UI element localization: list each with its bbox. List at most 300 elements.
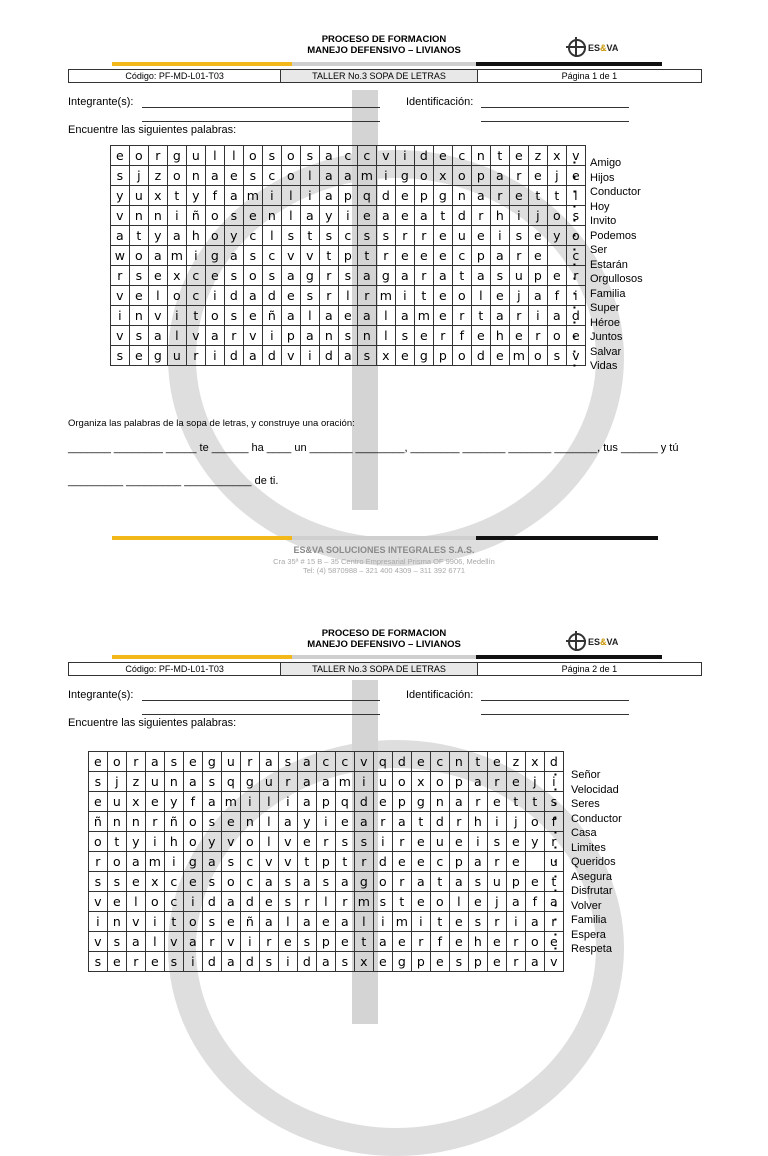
grid-row [89, 952, 564, 972]
grid-cell: r [488, 912, 507, 932]
word-list-item: ▪ Hijos [590, 171, 643, 186]
integrantes-line-1[interactable] [142, 107, 380, 108]
grid-cell: g [396, 166, 415, 186]
grid-cell: p [507, 872, 526, 892]
grid-row [111, 246, 586, 266]
grid-cell: o [393, 772, 412, 792]
word-list-item: ▪ Super [590, 301, 643, 316]
identificacion-line-3[interactable] [481, 700, 629, 701]
grid-cell: i [507, 912, 526, 932]
grid-cell: t [320, 246, 339, 266]
grid-cell: o [108, 752, 127, 772]
grid-cell: t [526, 792, 545, 812]
grid-cell: i [89, 912, 108, 932]
identificacion-line-1[interactable] [481, 107, 629, 108]
grid-cell: r [225, 326, 244, 346]
grid-cell: g [301, 266, 320, 286]
grid-cell: e [415, 326, 434, 346]
grid-cell: l [263, 226, 282, 246]
grid-cell: o [89, 832, 108, 852]
grid-cell: l [206, 146, 225, 166]
document-code-box-2 [68, 662, 702, 676]
grid-cell: i [241, 932, 260, 952]
grid-cell: r [415, 226, 434, 246]
grid-cell: z [149, 166, 168, 186]
grid-cell: o [526, 932, 545, 952]
grid-cell: v [165, 932, 184, 952]
grid-cell: m [377, 286, 396, 306]
grid-cell: i [301, 346, 320, 366]
grid-cell: s [89, 952, 108, 972]
grid-row [89, 832, 564, 852]
grid-cell: o [184, 812, 203, 832]
grid-cell: v [567, 346, 586, 366]
grid-cell: a [317, 952, 336, 972]
grid-cell: t [507, 792, 526, 812]
grid-cell: o [453, 346, 472, 366]
grid-row [111, 346, 586, 366]
grid-cell: l [339, 286, 358, 306]
grid-cell: i [206, 346, 225, 366]
grid-cell: o [146, 892, 165, 912]
grid-cell: a [434, 266, 453, 286]
grid-cell: s [222, 852, 241, 872]
grid-cell: d [241, 952, 260, 972]
grid-cell: o [130, 246, 149, 266]
grid-cell: e [472, 326, 491, 346]
grid-cell: a [472, 186, 491, 206]
grid-cell: t [355, 932, 374, 952]
grid-cell: i [510, 206, 529, 226]
grid-cell: t [431, 872, 450, 892]
identificacion-line-2[interactable] [481, 121, 629, 122]
grid-cell: l [317, 892, 336, 912]
grid-cell: x [526, 752, 545, 772]
grid-cell: r [488, 772, 507, 792]
grid-cell: c [336, 752, 355, 772]
grid-cell: l [127, 892, 146, 912]
grid-cell: l [282, 206, 301, 226]
grid-cell: c [431, 752, 450, 772]
grid-cell: n [320, 326, 339, 346]
grid-cell: c [165, 892, 184, 912]
integrantes-line-3[interactable] [142, 700, 380, 701]
grid-cell: x [412, 772, 431, 792]
grid-cell: i [567, 286, 586, 306]
grid-cell: e [567, 326, 586, 346]
grid-cell: l [260, 792, 279, 812]
taller-cell: TALLER No.3 SOPA DE LETRAS [281, 663, 477, 675]
grid-cell: o [244, 146, 263, 166]
grid-cell: s [244, 246, 263, 266]
grid-cell: n [165, 772, 184, 792]
word-list-item: ▪ Espera [571, 928, 622, 943]
grid-cell: j [108, 772, 127, 792]
compass-icon [568, 39, 586, 57]
grid-cell: a [206, 326, 225, 346]
grid-cell: a [320, 166, 339, 186]
identificacion-label: Identificación: [406, 96, 474, 108]
sentence-line-2: _________ _________ ___________ de ti. [68, 475, 279, 487]
grid-cell: d [298, 952, 317, 972]
grid-cell: a [206, 166, 225, 186]
grid-cell: a [260, 872, 279, 892]
company-logo-2: ES&VA [568, 632, 618, 652]
grid-cell: o [431, 772, 450, 792]
grid-cell: h [187, 226, 206, 246]
grid-cell: d [431, 812, 450, 832]
grid-cell: t [529, 186, 548, 206]
grid-cell: o [168, 166, 187, 186]
header-title-2: PROCESO DE FORMACION MANEJO DEFENSIVO – LIVIANOS [307, 628, 461, 650]
grid-row [89, 932, 564, 952]
grid-cell: g [412, 792, 431, 812]
grid-cell: t [168, 186, 187, 206]
grid-cell: i [184, 952, 203, 972]
grid-cell: o [168, 286, 187, 306]
word-list-item: ▪ Señor [571, 768, 622, 783]
identificacion-line-4[interactable] [481, 714, 629, 715]
grid-cell: e [108, 952, 127, 972]
grid-cell: m [222, 792, 241, 812]
grid-cell: l [377, 326, 396, 346]
grid-cell: e [374, 952, 393, 972]
grid-cell: a [260, 912, 279, 932]
grid-cell: g [184, 852, 203, 872]
grid-cell: i [355, 772, 374, 792]
grid-cell: s [282, 226, 301, 246]
grid-cell: z [127, 772, 146, 792]
grid-cell: v [377, 146, 396, 166]
grid-cell: e [279, 932, 298, 952]
grid-cell: i [206, 286, 225, 306]
grid-cell: e [130, 346, 149, 366]
word-list-item: ▪ Conductor [571, 812, 622, 827]
grid-cell: i [374, 912, 393, 932]
grid-cell: e [412, 832, 431, 852]
grid-cell: e [415, 246, 434, 266]
word-list-item: ▪ Volver [571, 899, 622, 914]
grid-cell: r [355, 852, 374, 872]
grid-cell: o [526, 812, 545, 832]
taller-cell: TALLER No.3 SOPA DE LETRAS [281, 70, 477, 82]
grid-cell: i [168, 306, 187, 326]
grid-cell: s [377, 226, 396, 246]
grid-cell: q [336, 792, 355, 812]
grid-cell: x [168, 266, 187, 286]
grid-cell: o [130, 146, 149, 166]
grid-cell: e [111, 146, 130, 166]
grid-row [111, 306, 586, 326]
grid-cell: i [279, 952, 298, 972]
word-list-item: ▪ Amigo [590, 156, 643, 171]
grid-cell: e [412, 852, 431, 872]
integrantes-line-4[interactable] [142, 714, 380, 715]
header-bar-gray [292, 62, 476, 66]
grid-cell: l [567, 186, 586, 206]
grid-cell: a [203, 852, 222, 872]
grid-cell: r [567, 266, 586, 286]
grid-cell: s [548, 346, 567, 366]
grid-cell: e [488, 932, 507, 952]
grid-cell: r [415, 266, 434, 286]
integrantes-line-2[interactable] [142, 121, 380, 122]
grid-cell: a [339, 166, 358, 186]
grid-cell: l [260, 812, 279, 832]
grid-cell: i [396, 146, 415, 166]
grid-cell: c [241, 872, 260, 892]
grid-cell: a [111, 226, 130, 246]
footer-company: ES&VA SOLUCIONES INTEGRALES S.A.S. [293, 545, 475, 555]
grid-cell: e [526, 872, 545, 892]
word-list-item: ▪ Familia [571, 913, 622, 928]
grid-cell: f [545, 812, 564, 832]
grid-cell: s [469, 912, 488, 932]
grid-cell: o [415, 166, 434, 186]
grid-cell: m [415, 306, 434, 326]
grid-cell: e [510, 186, 529, 206]
grid-cell: v [89, 892, 108, 912]
grid-cell: v [279, 832, 298, 852]
footer-bar-black [476, 536, 658, 540]
grid-cell: s [203, 812, 222, 832]
grid-cell: a [149, 246, 168, 266]
grid-cell: s [279, 872, 298, 892]
grid-cell: s [203, 872, 222, 892]
grid-cell: d [263, 346, 282, 366]
grid-cell: e [184, 872, 203, 892]
grid-cell: e [146, 792, 165, 812]
grid-cell: w [111, 246, 130, 266]
grid-cell: s [89, 872, 108, 892]
grid-cell: s [336, 832, 355, 852]
grid-cell: e [89, 792, 108, 812]
grid-cell: t [545, 872, 564, 892]
grid-cell: e [510, 326, 529, 346]
grid-cell: i [469, 832, 488, 852]
grid-cell: a [298, 912, 317, 932]
grid-cell: a [336, 872, 355, 892]
grid-cell: e [431, 952, 450, 972]
grid-cell: p [469, 952, 488, 972]
grid-cell: l [355, 912, 374, 932]
grid-cell: n [453, 186, 472, 206]
word-list-item: ▪ Velocidad [571, 783, 622, 798]
grid-cell: c [187, 266, 206, 286]
grid-cell: t [187, 306, 206, 326]
grid-cell: d [263, 286, 282, 306]
grid-cell: e [529, 226, 548, 246]
word-list-item: ▪ Familia [590, 287, 643, 302]
grid-cell: e [282, 286, 301, 306]
grid-cell: s [225, 266, 244, 286]
grid-cell: e [507, 852, 526, 872]
grid-cell: m [168, 246, 187, 266]
grid-cell: f [184, 792, 203, 812]
grid-cell: c [187, 286, 206, 306]
grid-cell: e [393, 852, 412, 872]
grid-cell: n [241, 812, 260, 832]
grid-cell [526, 852, 545, 872]
grid-cell: l [279, 912, 298, 932]
grid-cell: r [545, 832, 564, 852]
grid-cell: u [187, 146, 206, 166]
grid-row [89, 872, 564, 892]
grid-cell: e [507, 772, 526, 792]
grid-cell: i [263, 186, 282, 206]
grid-cell: r [510, 166, 529, 186]
grid-cell: c [453, 146, 472, 166]
grid-cell: p [415, 186, 434, 206]
grid-cell: l [282, 186, 301, 206]
grid-cell: r [434, 326, 453, 346]
grid-cell: h [165, 832, 184, 852]
grid-cell: n [358, 326, 377, 346]
grid-cell: s [469, 872, 488, 892]
grid-cell: o [222, 872, 241, 892]
grid-cell: r [149, 146, 168, 166]
grid-cell: a [396, 266, 415, 286]
grid-cell: n [127, 812, 146, 832]
grid-cell: r [320, 266, 339, 286]
grid-cell: g [355, 872, 374, 892]
word-list-item: ▪ Vidas [590, 359, 643, 374]
grid-cell: d [377, 186, 396, 206]
grid-row [111, 186, 586, 206]
word-list-item: ▪ Asegura [571, 870, 622, 885]
word-list-item: ▪ Orgullosos [590, 272, 643, 287]
grid-cell: g [434, 186, 453, 206]
word-list-item: ▪ Limites [571, 841, 622, 856]
grid-cell: h [469, 932, 488, 952]
grid-cell: e [206, 266, 225, 286]
grid-cell: n [149, 206, 168, 226]
grid-cell: e [396, 206, 415, 226]
grid-cell: s [130, 266, 149, 286]
grid-cell: x [146, 872, 165, 892]
word-list-item: ▪ Conductor [590, 185, 643, 200]
grid-cell: a [320, 186, 339, 206]
grid-cell: e [222, 912, 241, 932]
grid-cell: e [450, 912, 469, 932]
grid-row [89, 792, 564, 812]
grid-cell: r [507, 932, 526, 952]
grid-cell: n [450, 752, 469, 772]
grid-cell: v [187, 326, 206, 346]
grid-cell: a [244, 286, 263, 306]
grid-cell: j [130, 166, 149, 186]
grid-cell: s [279, 892, 298, 912]
grid-cell: v [149, 306, 168, 326]
grid-cell: a [184, 932, 203, 952]
grid-cell: a [127, 932, 146, 952]
grid-cell: c [431, 852, 450, 872]
grid-cell: r [491, 186, 510, 206]
grid-cell: v [222, 932, 241, 952]
grid-cell: s [336, 952, 355, 972]
grid-cell: e [491, 286, 510, 306]
grid-cell: e [244, 306, 263, 326]
grid-cell: y [165, 792, 184, 812]
grid-cell: o [282, 146, 301, 166]
grid-cell: s [130, 326, 149, 346]
grid-cell: r [127, 752, 146, 772]
instruction-text: Organiza las palabras de la sopa de letras, y construye una oración: [68, 418, 355, 429]
grid-cell: p [317, 932, 336, 952]
grid-cell: r [241, 752, 260, 772]
header-bar-black [476, 62, 662, 66]
grid-cell: s [545, 792, 564, 812]
grid-cell: z [529, 146, 548, 166]
grid-cell: j [526, 772, 545, 792]
grid-cell: a [203, 792, 222, 812]
encuentre-label: Encuentre las siguientes palabras: [68, 124, 237, 136]
grid-cell: a [127, 852, 146, 872]
grid-cell: d [203, 892, 222, 912]
word-list-item: ▪ Seres [571, 797, 622, 812]
footer-bar-yellow [112, 536, 292, 540]
grid-cell: a [472, 266, 491, 286]
grid-cell: a [298, 752, 317, 772]
grid-cell: s [108, 932, 127, 952]
grid-cell: i [491, 226, 510, 246]
grid-cell: i [488, 812, 507, 832]
grid-cell: a [507, 892, 526, 912]
grid-cell: t [108, 832, 127, 852]
word-list-item: ▪ Queridos [571, 855, 622, 870]
grid-cell: r [336, 892, 355, 912]
grid-cell: e [89, 752, 108, 772]
grid-cell: a [545, 892, 564, 912]
grid-cell: r [377, 246, 396, 266]
word-list-item: ▪ Casa [571, 826, 622, 841]
grid-cell: s [491, 266, 510, 286]
grid-cell: e [298, 832, 317, 852]
grid-cell: n [431, 792, 450, 812]
grid-cell: m [358, 166, 377, 186]
grid-cell: a [184, 772, 203, 792]
grid-cell: p [529, 266, 548, 286]
grid-cell: e [339, 306, 358, 326]
grid-cell: a [358, 266, 377, 286]
grid-cell: a [336, 912, 355, 932]
grid-cell: e [396, 246, 415, 266]
grid-cell: d [374, 852, 393, 872]
grid-cell: q [222, 772, 241, 792]
company-logo: ES&VA [568, 38, 618, 58]
grid-cell: a [222, 892, 241, 912]
grid-cell: g [415, 346, 434, 366]
grid-cell: t [415, 286, 434, 306]
grid-cell: c [244, 226, 263, 246]
grid-cell: m [510, 346, 529, 366]
grid-cell: a [412, 872, 431, 892]
grid-cell: d [567, 306, 586, 326]
grid-cell: h [491, 206, 510, 226]
grid-cell: ñ [241, 912, 260, 932]
grid-cell: m [355, 892, 374, 912]
grid-cell: s [244, 166, 263, 186]
word-list-item: ▪ Invito [590, 214, 643, 229]
grid-cell: u [453, 226, 472, 246]
grid-cell: a [298, 872, 317, 892]
grid-row [111, 286, 586, 306]
grid-cell: p [317, 792, 336, 812]
grid-cell: a [149, 326, 168, 346]
grid-cell: e [510, 146, 529, 166]
grid-cell: q [374, 752, 393, 772]
grid-cell: s [358, 226, 377, 246]
